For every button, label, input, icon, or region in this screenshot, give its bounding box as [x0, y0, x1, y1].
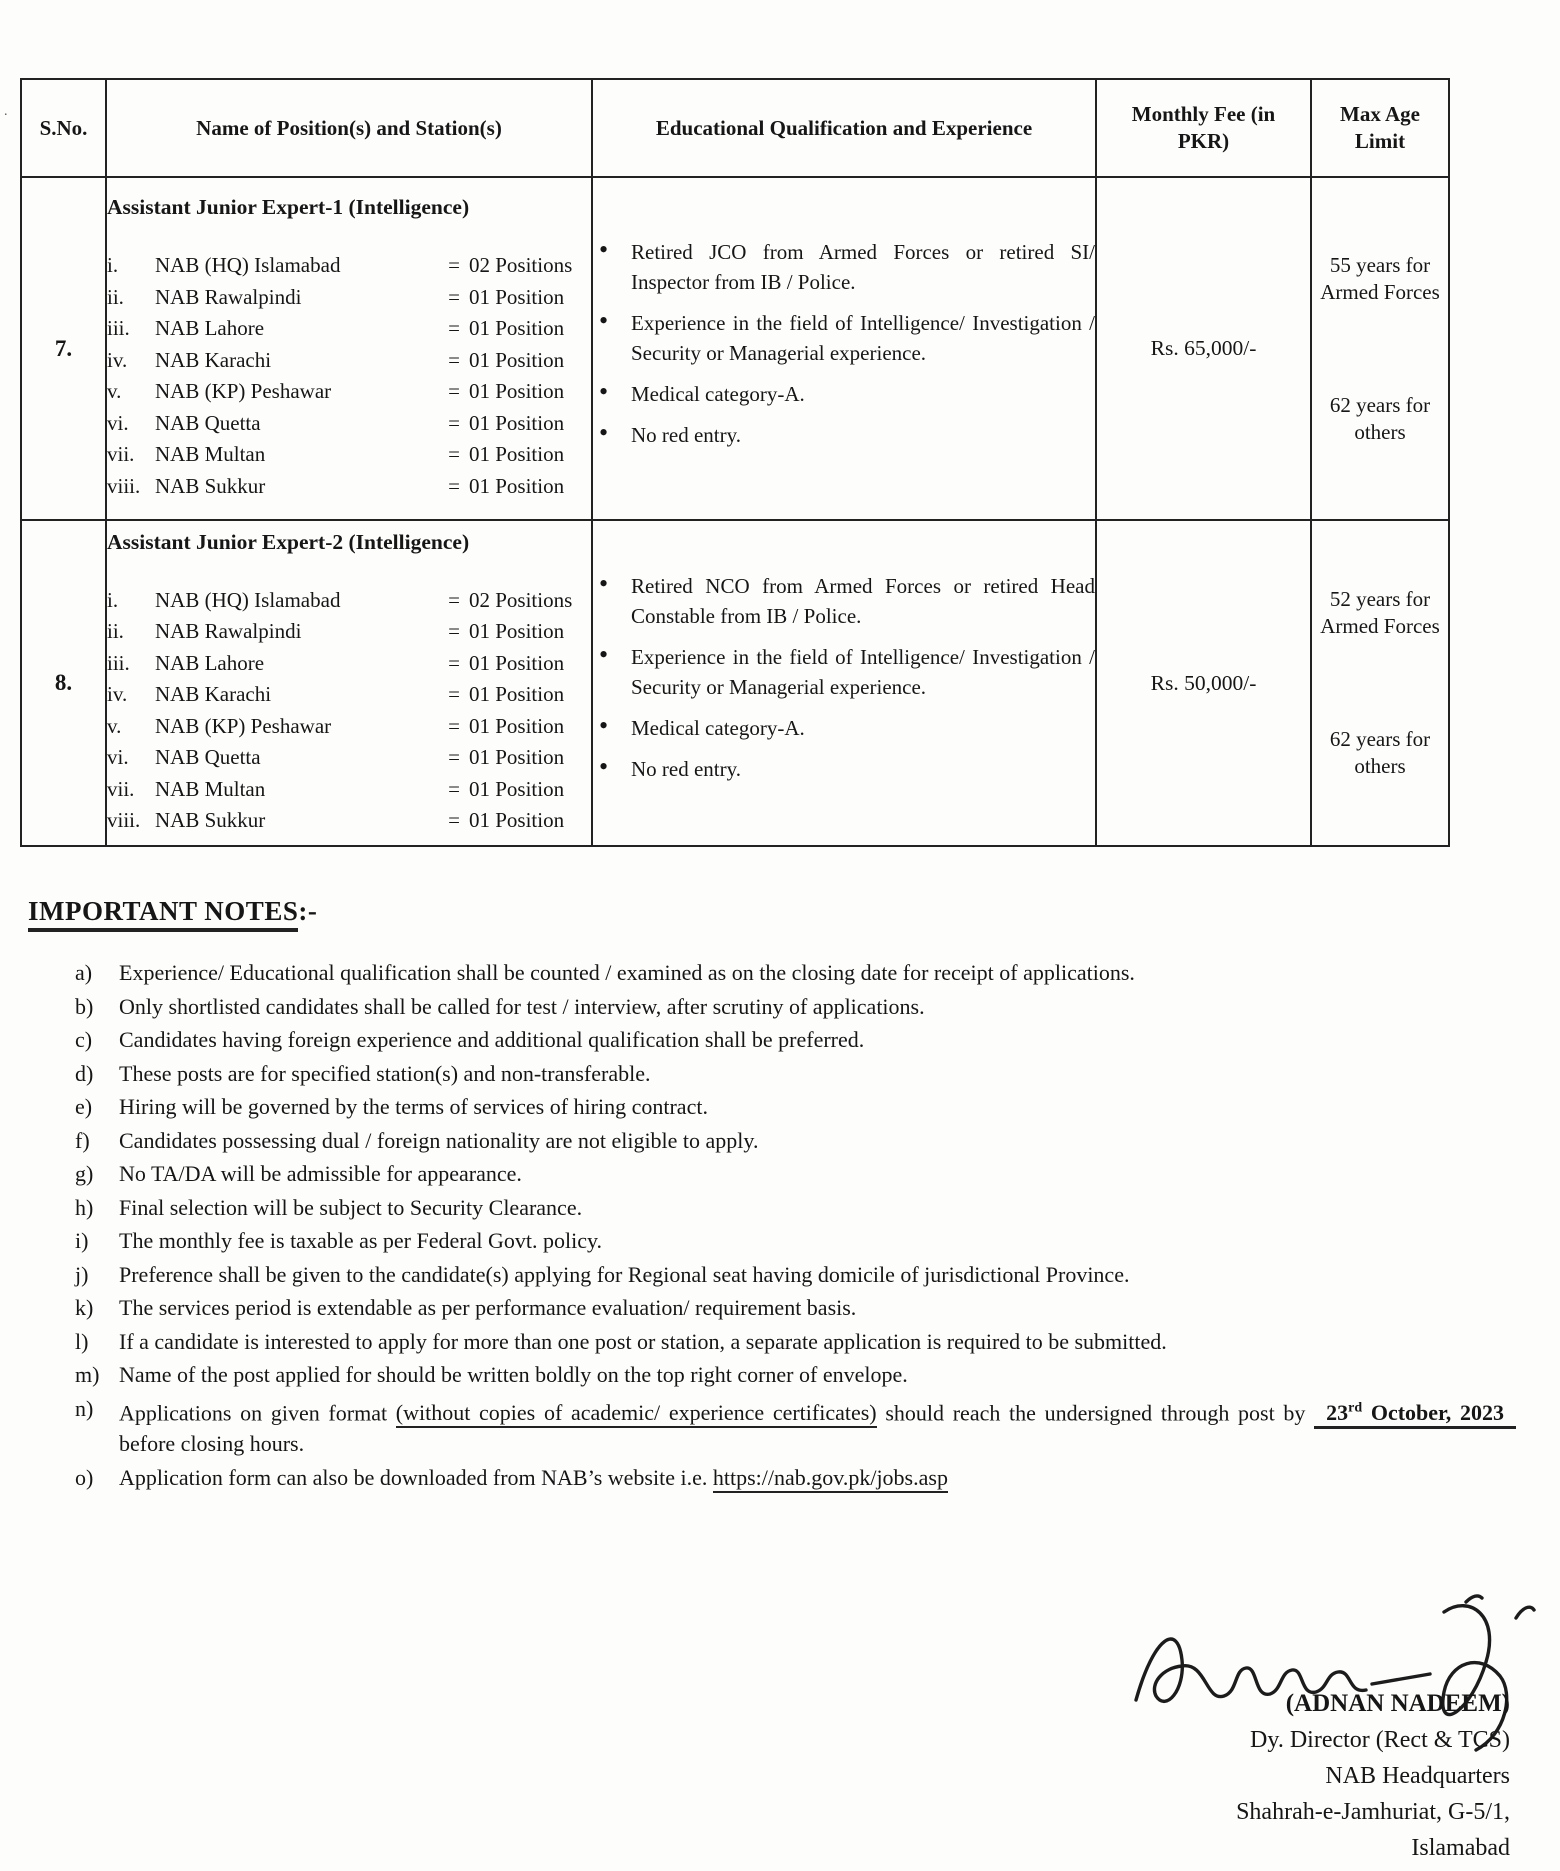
- position-title: Assistant Junior Expert-2 (Intelligence): [107, 529, 470, 554]
- station-item: [107, 250, 591, 282]
- station-position-count: 01 Position: [469, 713, 565, 738]
- note-label: a): [75, 960, 93, 985]
- station-number: iv.: [107, 347, 128, 372]
- station-position-count: 01 Position: [469, 347, 565, 372]
- sno-value: 7.: [21, 177, 106, 520]
- signatory-city: Islamabad: [1411, 1835, 1510, 1861]
- note-text: The monthly fee is taxable as per Federal Govt. policy.: [119, 1228, 603, 1253]
- sno-value: 8.: [21, 520, 106, 846]
- station-name: NAB Multan: [155, 442, 266, 466]
- equals-sign: =: [448, 316, 460, 340]
- station-number: ii.: [107, 284, 124, 309]
- important-notes-section: [28, 896, 1516, 1495]
- scan-artifact: .: [4, 104, 8, 119]
- signature-block: [1236, 1686, 1510, 1866]
- station-number: vii.: [107, 776, 135, 801]
- station-item: [107, 408, 591, 440]
- station-position-count: 01 Position: [469, 682, 565, 706]
- station-item: [107, 345, 591, 377]
- header-qualification: Educational Qualification and Experience: [592, 79, 1096, 177]
- note-text: Candidates having foreign experience and additional qualification shall be preferred.: [119, 1027, 865, 1052]
- station-name: NAB Lahore: [155, 650, 265, 675]
- station-name: NAB Quetta: [155, 410, 261, 435]
- note-item: [75, 1326, 1516, 1358]
- note-item-n: [75, 1393, 1516, 1460]
- station-number: v.: [107, 379, 122, 403]
- position-cell: [106, 177, 592, 520]
- note-label: f): [75, 1127, 90, 1153]
- qualification-item: • No red entry.: [593, 754, 1095, 784]
- monthly-fee: Rs. 50,000/-: [1096, 520, 1311, 846]
- equals-sign: =: [448, 347, 460, 372]
- note-text: If a candidate is interested to apply for more than one post or station, a separate application is required to be submitted.: [119, 1328, 1167, 1354]
- station-number: iii.: [107, 650, 130, 675]
- stations-list: [107, 585, 591, 837]
- equals-sign: =: [448, 284, 460, 309]
- note-label: k): [75, 1295, 94, 1320]
- station-position-count: 01 Position: [469, 379, 565, 403]
- note-label: j): [75, 1261, 89, 1287]
- station-item: [107, 648, 591, 680]
- note-text: Name of the post applied for should be written boldly on the top right corner of envelope.: [119, 1362, 908, 1387]
- station-item: [107, 313, 591, 345]
- max-age-cell: [1311, 520, 1449, 846]
- station-position-count: 01 Position: [469, 473, 565, 498]
- equals-sign: =: [448, 808, 460, 832]
- station-position-count: 01 Position: [469, 745, 565, 769]
- station-name: NAB Rawalpindi: [155, 619, 302, 643]
- note-text: No TA/DA will be admissible for appearance.: [119, 1161, 522, 1186]
- station-number: i.: [107, 253, 119, 277]
- station-item: [107, 471, 591, 503]
- qualification-cell: [592, 520, 1096, 846]
- note-text: Only shortlisted candidates shall be called for test / interview, after scrutiny of applications.: [119, 993, 925, 1019]
- website-url: https://nab.gov.pk/jobs.asp: [713, 1465, 948, 1493]
- note-label: h): [75, 1194, 94, 1220]
- station-number: viii.: [107, 808, 141, 832]
- station-position-count: 01 Position: [469, 650, 565, 675]
- closing-date: [1314, 1400, 1516, 1429]
- notes-list: [28, 957, 1516, 1391]
- table-row: [21, 177, 1449, 520]
- qualification-item: • Experience in the field of Intelligence/ Investigation / Security or Managerial experience.: [593, 642, 1095, 702]
- note-n-part2: should reach the undersigned through post by: [876, 1399, 1315, 1425]
- note-item: [75, 1125, 1516, 1157]
- signatory-address: Shahrah-e-Jamhuriat, G-5/1,: [1236, 1799, 1510, 1825]
- note-item: [75, 1192, 1516, 1224]
- station-number: i.: [107, 587, 119, 612]
- note-n-underlined-clause: (without copies of academic/ experience certificates): [396, 1400, 877, 1428]
- note-item: [75, 1292, 1516, 1324]
- station-item: [107, 616, 591, 648]
- stations-list: [107, 250, 591, 502]
- equals-sign: =: [448, 473, 460, 498]
- equals-sign: =: [448, 442, 460, 466]
- station-number: viii.: [107, 473, 141, 498]
- qualification-item: • Retired JCO from Armed Forces or retired SI/ Inspector from IB / Police.: [593, 237, 1095, 297]
- station-number: vi.: [107, 745, 129, 769]
- equals-sign: =: [448, 587, 460, 612]
- station-position-count: 01 Position: [469, 410, 565, 435]
- station-name: NAB Rawalpindi: [155, 284, 302, 309]
- notes-heading-text: IMPORTANT NOTES: [28, 896, 298, 932]
- equals-sign: =: [448, 619, 460, 643]
- notes-heading-punctuation: :-: [298, 896, 318, 926]
- note-item: [75, 1058, 1516, 1090]
- note-text: Preference shall be given to the candidate(s) applying for Regional seat having domicile of jurisdictional Province.: [119, 1261, 1130, 1287]
- note-label: i): [75, 1228, 89, 1253]
- qualification-item: • Retired NCO from Armed Forces or retired Head Constable from IB / Police.: [593, 571, 1095, 631]
- note-text: Final selection will be subject to Security Clearance.: [119, 1194, 583, 1220]
- header-sno: S.No.: [21, 79, 106, 177]
- equals-sign: =: [448, 650, 460, 675]
- station-item: [107, 376, 591, 408]
- note-label: b): [75, 993, 94, 1019]
- qualification-item: • Medical category-A.: [593, 379, 1095, 409]
- station-name: NAB Multan: [155, 776, 266, 801]
- station-number: v.: [107, 713, 122, 738]
- notes-heading: [28, 896, 1516, 927]
- equals-sign: =: [448, 410, 460, 435]
- station-item: [107, 774, 591, 806]
- station-number: iv.: [107, 682, 128, 706]
- age-others: 62 years for others: [1329, 392, 1431, 444]
- signatory-title: Dy. Director (Rect & TCS): [1250, 1727, 1510, 1753]
- station-item: [107, 439, 591, 471]
- note-text: [119, 1393, 1516, 1460]
- signatory-name: (ADNAN NADEEM): [1285, 1690, 1510, 1717]
- note-text: Candidates possessing dual / foreign nationality are not eligible to apply.: [119, 1127, 759, 1153]
- equals-sign: =: [448, 745, 460, 769]
- qualification-item: • Experience in the field of Intelligence/ Investigation / Security or Managerial experience.: [593, 308, 1095, 368]
- station-item: [107, 282, 591, 314]
- monthly-fee: Rs. 65,000/-: [1096, 177, 1311, 520]
- qualification-list: [593, 237, 1095, 450]
- note-item: [75, 1225, 1516, 1257]
- table-header-row: [21, 79, 1449, 177]
- station-name: NAB (HQ) Islamabad: [155, 587, 341, 612]
- note-item: [75, 991, 1516, 1023]
- note-item: [75, 1091, 1516, 1123]
- station-name: NAB Sukkur: [155, 473, 266, 498]
- station-number: vi.: [107, 410, 129, 435]
- note-label: n): [75, 1395, 94, 1421]
- note-label: m): [75, 1362, 100, 1387]
- qualification-item: • No red entry.: [593, 420, 1095, 450]
- station-number: iii.: [107, 316, 130, 340]
- station-position-count: 01 Position: [469, 619, 565, 643]
- note-item: [75, 957, 1516, 989]
- station-item: [107, 711, 591, 743]
- note-label: d): [75, 1060, 94, 1086]
- note-item: [75, 1359, 1516, 1391]
- closing-date-rest: October, 2023: [1362, 1399, 1504, 1425]
- equals-sign: =: [448, 379, 460, 403]
- station-position-count: 01 Position: [469, 316, 565, 340]
- station-name: NAB (HQ) Islamabad: [155, 253, 341, 277]
- closing-date-ordinal: rd: [1348, 1400, 1363, 1416]
- note-text: Hiring will be governed by the terms of services of hiring contract.: [119, 1094, 708, 1119]
- note-text: The services period is extendable as per performance evaluation/ requirement basis.: [119, 1295, 857, 1320]
- max-age-cell: [1311, 177, 1449, 520]
- table-row: [21, 520, 1449, 846]
- equals-sign: =: [448, 713, 460, 738]
- note-o-text: Application form can also be downloaded from NAB’s website i.e.: [119, 1464, 713, 1490]
- note-text: [119, 1462, 1516, 1494]
- note-label: c): [75, 1027, 93, 1052]
- station-item: [107, 805, 591, 837]
- qualification-cell: [592, 177, 1096, 520]
- closing-date-day: 23: [1326, 1399, 1349, 1425]
- qualification-list: [593, 571, 1095, 784]
- station-number: vii.: [107, 442, 135, 466]
- note-item-o: [75, 1462, 1516, 1494]
- station-item: [107, 679, 591, 711]
- station-name: NAB (KP) Peshawar: [155, 713, 332, 738]
- station-position-count: 01 Position: [469, 776, 565, 801]
- age-armed-forces: 52 years for Armed Forces: [1320, 587, 1440, 638]
- station-item: [107, 585, 591, 617]
- note-label: l): [75, 1328, 89, 1354]
- note-item: [75, 1259, 1516, 1291]
- note-text: These posts are for specified station(s) and non-transferable.: [119, 1060, 651, 1086]
- station-position-count: 01 Position: [469, 284, 565, 309]
- positions-table: [20, 78, 1450, 847]
- note-label: o): [75, 1464, 94, 1490]
- station-position-count: 02 Positions: [469, 587, 573, 612]
- station-name: NAB Lahore: [155, 316, 265, 340]
- note-item: [75, 1024, 1516, 1056]
- station-name: NAB Quetta: [155, 745, 261, 769]
- note-item: [75, 1158, 1516, 1190]
- station-position-count: 02 Positions: [469, 253, 573, 277]
- header-fee: Monthly Fee (in PKR): [1096, 79, 1311, 177]
- position-cell: [106, 520, 592, 846]
- equals-sign: =: [448, 253, 460, 277]
- note-n-part1: Applications on given format: [119, 1399, 396, 1425]
- station-number: ii.: [107, 619, 124, 643]
- station-position-count: 01 Position: [469, 808, 565, 832]
- age-others: 62 years for others: [1329, 727, 1431, 778]
- station-name: NAB Sukkur: [155, 808, 266, 832]
- qualification-item: • Medical category-A.: [593, 713, 1095, 743]
- header-position: Name of Position(s) and Station(s): [106, 79, 592, 177]
- note-n-part3: before closing hours.: [119, 1431, 305, 1457]
- note-text: Experience/ Educational qualification shall be counted / examined as on the closing date for receipt of applications.: [119, 960, 1135, 985]
- station-item: [107, 742, 591, 774]
- station-name: NAB Karachi: [155, 347, 272, 372]
- age-armed-forces: 55 years for Armed Forces: [1320, 252, 1440, 304]
- station-name: NAB (KP) Peshawar: [155, 379, 332, 403]
- signatory-org: NAB Headquarters: [1325, 1763, 1510, 1789]
- equals-sign: =: [448, 776, 460, 801]
- note-label: g): [75, 1161, 94, 1186]
- header-age: Max Age Limit: [1311, 79, 1449, 177]
- station-name: NAB Karachi: [155, 682, 272, 706]
- equals-sign: =: [448, 682, 460, 706]
- position-title: Assistant Junior Expert-1 (Intelligence): [107, 195, 470, 219]
- note-label: e): [75, 1094, 93, 1119]
- station-position-count: 01 Position: [469, 442, 565, 466]
